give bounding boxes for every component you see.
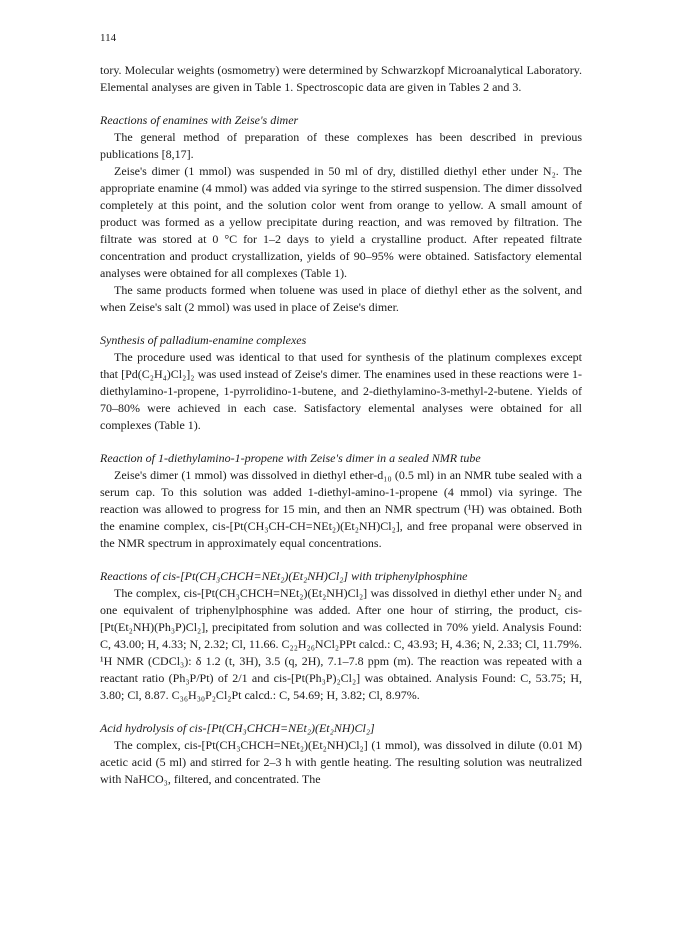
paragraph: The complex, cis-[Pt(CH₃CHCH=NEt₂)(Et₂NH)Cl₂] (1 mmol), was dissolved in dilute (0.01 M) acetic acid (5 ml) and stirred for 2–3 h with gentle heating. The resulting solution was neutralized with NaHCO₃, filtered, and concentrated. The <box>100 738 582 786</box>
section-heading-palladium: Synthesis of palladium-enamine complexes <box>100 333 307 347</box>
section-heading-acid-hydrolysis: Acid hydrolysis of cis-[Pt(CH₃CHCH=NEt₂)(Et₂NH)Cl₂] <box>100 721 375 735</box>
paragraph: The general method of preparation of these complexes has been described in previous publications [8,17]. <box>100 130 582 161</box>
page-number: 114 <box>100 32 117 44</box>
paragraph: tory. Molecular weights (osmometry) were determined by Schwarzkopf Microanalytical Laboratory. Elemental analyses are given in Table 1. Spectroscopic data are given in Tables 2 and 3. <box>100 63 582 94</box>
article-body <box>100 62 582 788</box>
paragraph: The same products formed when toluene was used in place of diethyl ether as the solvent, and when Zeise's salt (2 mmol) was used in place of Zeise's dimer. <box>100 283 582 314</box>
section-heading-enamines-zeise: Reactions of enamines with Zeise's dimer <box>100 113 299 127</box>
paragraph: Zeise's dimer (1 mmol) was dissolved in diethyl ether-d₁₀ (0.5 ml) in an NMR tube sealed with a serum cap. To this solution was added 1-diethyl-amino-1-propene (4 mmol) via syringe. The reaction was allowed to progress for 15 min, and then an NMR spectrum (¹H) was obtained. Both the enamine complex, cis-[Pt(CH₃CH-CH=NEt₂)(Et₂NH)Cl₂], and free propanal were observed in the NMR spectrum in approximately equal concentrations. <box>100 468 582 550</box>
paragraph: Zeise's dimer (1 mmol) was suspended in 50 ml of dry, distilled diethyl ether under N₂. The appropriate enamine (4 mmol) was added via syringe to the stirred suspension. The dimer dissolved completely at this point, and the solution color went from orange to yellow. A small amount of product was formed as a yellow precipitate during reaction, and was removed by filtration. The filtrate was stored at 0 °C for 1–2 days to yield a crystalline product. After repeated filtrate concentration and product crystallization, yields of 90–95% were obtained. Satisfactory elemental analyses were obtained for all complexes (Table 1). <box>100 164 582 280</box>
paragraph: The procedure used was identical to that used for synthesis of the platinum complexes except that [Pd(C₂H₄)Cl₂]₂ was used instead of Zeise's dimer. The enamines used in these reactions were 1-diethylamino-1-propene, 1-pyrrolidino-1-butene, and 2-diethylamino-3-methyl-2-butene. Yields of 70–80% were achieved in each case. Satisfactory elemental analyses were obtained for all complexes (Table 1). <box>100 350 582 432</box>
paragraph: The complex, cis-[Pt(CH₃CHCH=NEt₂)(Et₂NH)Cl₂] was dissolved in diethyl ether under N₂ and one equivalent of triphenylphosphine was added. After one hour of stirring, the product, cis-[Pt(Et₂NH)(Ph₃P)Cl₂], precipitated from solution and was collected in 70% yield. Analysis Found: C, 43.00; H, 4.33; N, 2.32; Cl, 11.66. C₂₂H₂₆NCl₂PPt calcd.: C, 43.93; H, 4.36; N, 2.33; Cl, 11.79%. ¹H NMR (CDCl₃): δ 1.2 (t, 3H), 3.5 (q, 2H), 7.1–7.8 ppm (m). The reaction was repeated with a reactant ratio (Ph₃P/Pt) of 2/1 and cis-[Pt(Ph₃P)₂Cl₂] was obtained. Analysis Found: C, 53.75; H, 3.80; Cl, 8.87. C₃₆H₃₀P₂Cl₂Pt calcd.: C, 54.69; H, 3.82; Cl, 8.97%. <box>100 586 582 702</box>
section-heading-nmr-tube: Reaction of 1-diethylamino-1-propene with Zeise's dimer in a sealed NMR tube <box>100 451 481 465</box>
section-heading-triphenylphosphine: Reactions of cis-[Pt(CH₃CHCH=NEt₂)(Et₂NH)Cl₂] with triphenylphosphine <box>100 569 468 583</box>
